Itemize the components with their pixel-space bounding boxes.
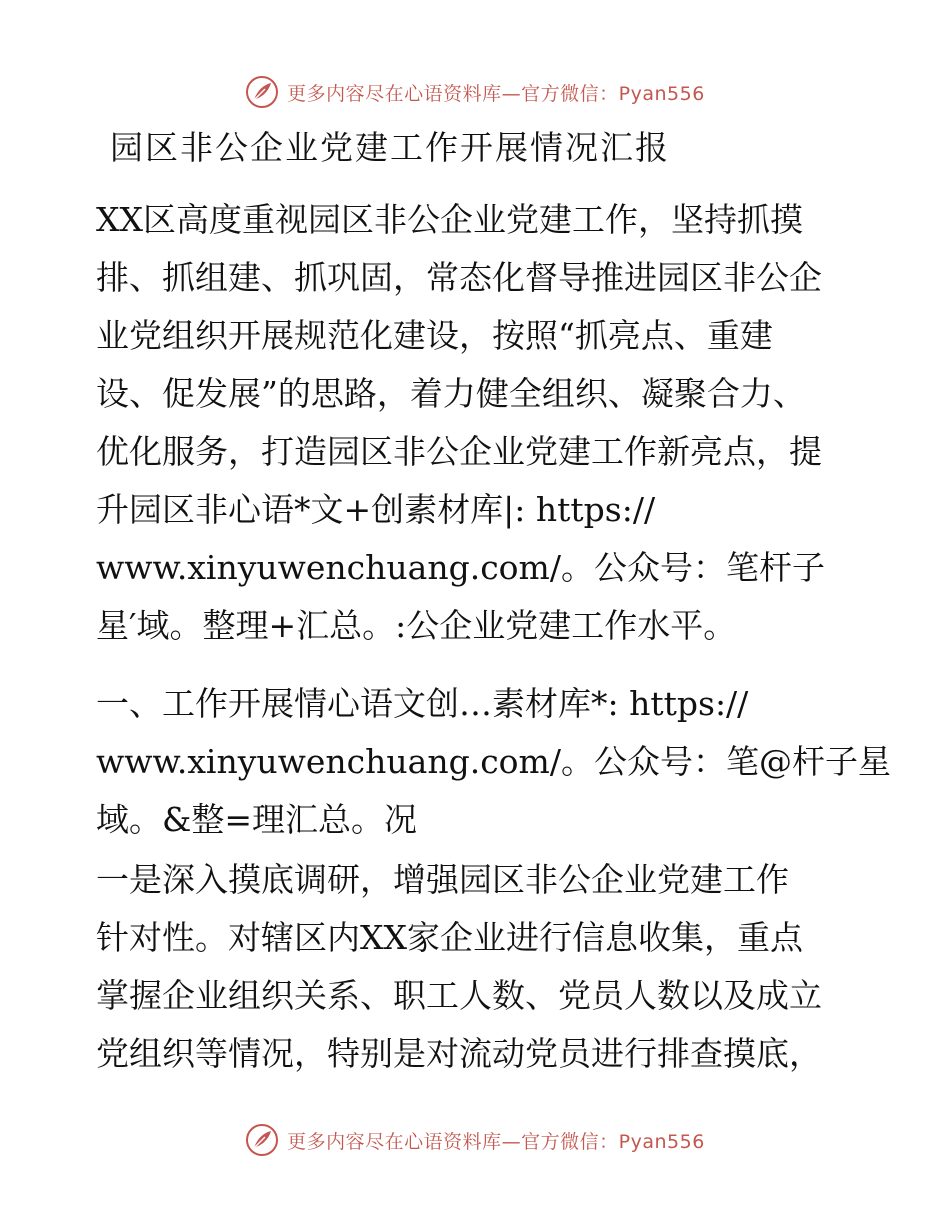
text-line: 排、抓组建、抓巩固，常态化督导推进园区非公企 — [96, 258, 822, 297]
feather-pen-icon — [245, 75, 279, 109]
text-line: 业党组织开展规范化建设，按照“抓亮点、重建 — [96, 316, 773, 355]
watermark-text: 更多内容尽在心语资料库—官方微信：Pyan556 — [287, 1130, 705, 1153]
text-line: 一、工作开展情心语文创…素材库*: https:// — [96, 684, 749, 723]
text-line: XX区高度重视园区非公企业党建工作，坚持抓摸 — [96, 200, 803, 239]
paragraph-section-heading — [96, 675, 891, 849]
page-title: 园区非公企业党建工作开展情况汇报 — [110, 128, 670, 167]
text-line: www.xinyuwenchuang.com/。公众号：笔杆子 — [96, 548, 825, 587]
feather-pen-icon — [245, 1123, 279, 1157]
paragraph-intro — [96, 191, 856, 655]
text-line: 优化服务，打造园区非公企业党建工作新亮点，提 — [96, 432, 822, 471]
paragraph-point-one — [96, 851, 856, 1083]
watermark-text: 更多内容尽在心语资料库—官方微信：Pyan556 — [287, 82, 705, 105]
text-line: 掌握企业组织关系、职工人数、党员人数以及成立 — [96, 976, 822, 1015]
watermark-header — [0, 72, 950, 112]
text-line: 星′域。整理+汇总。:公企业党建工作水平。 — [96, 606, 737, 645]
text-line: www.xinyuwenchuang.com/。公众号：笔@杆子星 — [96, 742, 891, 781]
watermark-footer — [0, 1120, 950, 1160]
text-line: 设、促发展”的思路，着力健全组织、凝聚合力、 — [96, 374, 806, 413]
text-line: 针对性。对辖区内XX家企业进行信息收集，重点 — [96, 918, 803, 957]
text-line: 党组织等情况，特别是对流动党员进行排查摸底， — [96, 1034, 822, 1073]
text-line: 升园区非心语*文+创素材库|: https:// — [96, 490, 656, 529]
text-line: 一是深入摸底调研，增强园区非公企业党建工作 — [96, 860, 789, 899]
text-line: 域。&整=理汇总。况 — [96, 800, 418, 839]
